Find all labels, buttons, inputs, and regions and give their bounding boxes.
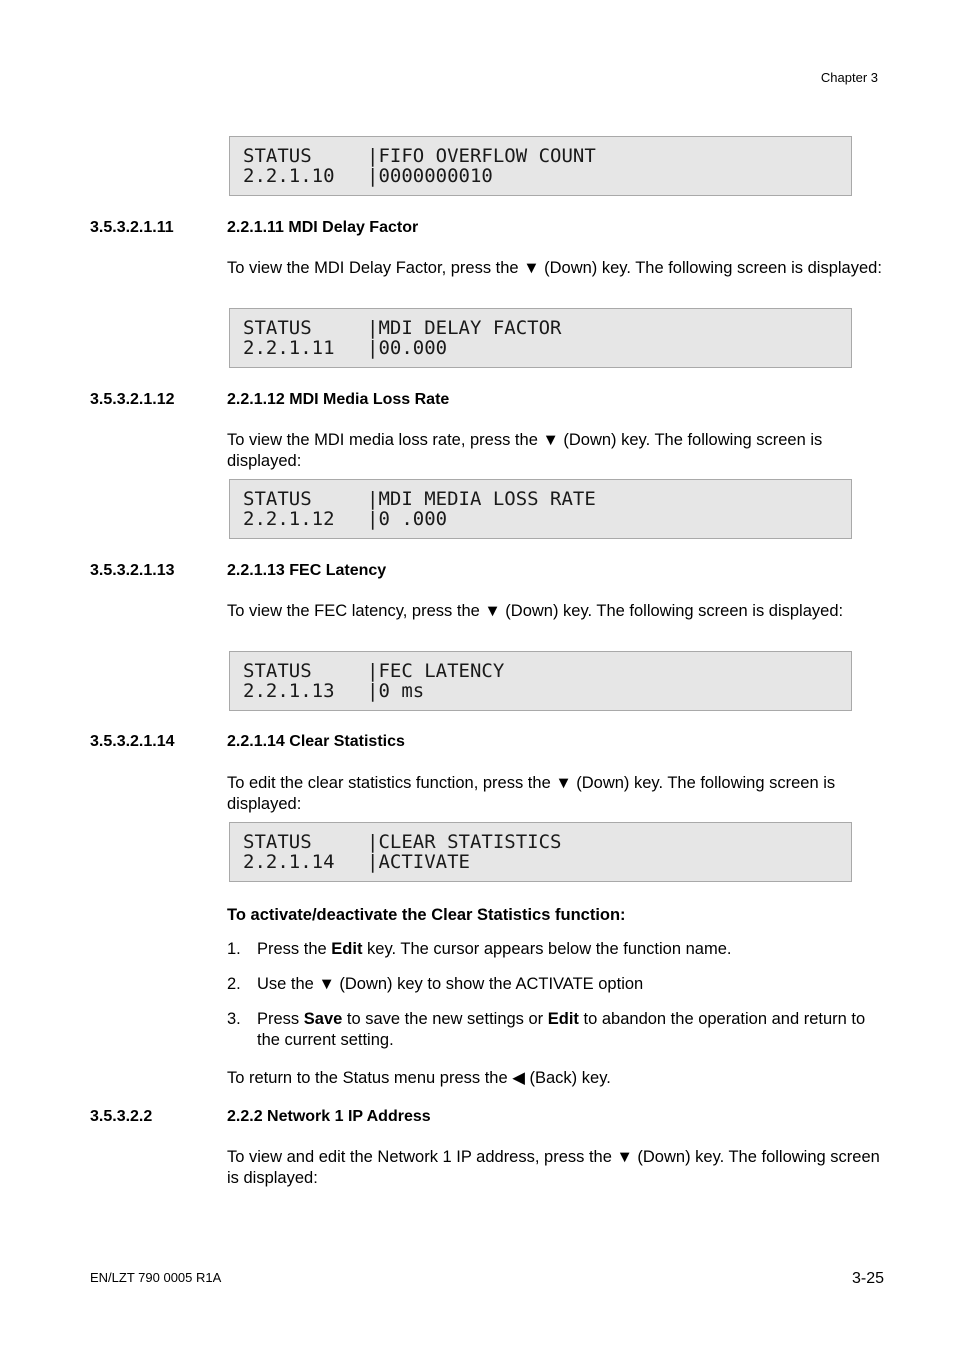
lcd-line2-right: |00.000 bbox=[367, 337, 448, 359]
lcd-line1-left: STATUS bbox=[243, 145, 312, 167]
section-text: To edit the clear statistics function, press the ▼ (Down) key. The following screen is displayed: bbox=[227, 774, 836, 813]
lcd-line2-left: 2.2.1.13 bbox=[243, 680, 335, 702]
section-number: 3.5.3.2.1.12 bbox=[90, 391, 175, 408]
key-name: Save bbox=[303, 1010, 343, 1028]
lcd-line2-left: 2.2.1.12 bbox=[243, 508, 335, 530]
lcd-line2-left: 2.2.1.14 bbox=[243, 851, 335, 873]
lcd-screen-mdi-delay bbox=[229, 308, 852, 368]
section-number: 3.5.3.2.1.11 bbox=[90, 219, 174, 236]
step-text: to abandon the operation and return to the current setting. bbox=[257, 1010, 866, 1049]
section-heading bbox=[90, 219, 418, 237]
lcd-screen-fec-latency bbox=[229, 651, 852, 711]
lcd-line2-left: 2.2.1.10 bbox=[243, 165, 335, 187]
step-text: Press the bbox=[257, 940, 332, 958]
step-text: Use the ▼ (Down) key to show the ACTIVATE option bbox=[257, 975, 644, 993]
section-text: To view the FEC latency, press the ▼ (Down) key. The following screen is displayed: bbox=[227, 602, 844, 620]
step-number: 1. bbox=[227, 940, 241, 958]
key-name: Edit bbox=[547, 1010, 579, 1028]
section-title: 2.2.1.13 FEC Latency bbox=[227, 562, 387, 579]
lcd-line1-left: STATUS bbox=[243, 317, 312, 339]
step-number: 2. bbox=[227, 975, 241, 993]
section-text: To view and edit the Network 1 IP address, press the ▼ (Down) key. The following screen is displayed: bbox=[227, 1148, 880, 1187]
lcd-line1-right: |FIFO OVERFLOW COUNT bbox=[367, 145, 596, 167]
lcd-screen-mdi-loss bbox=[229, 479, 852, 539]
lcd-line2-right: |ACTIVATE bbox=[367, 851, 470, 873]
section-heading bbox=[90, 562, 386, 580]
lcd-screen-clear-stats bbox=[229, 822, 852, 882]
section-title: 2.2.1.14 Clear Statistics bbox=[227, 733, 405, 750]
section-heading bbox=[90, 1108, 431, 1126]
step-text: key. The cursor appears below the function name. bbox=[362, 940, 732, 958]
lcd-line1-left: STATUS bbox=[243, 488, 312, 510]
section-heading bbox=[90, 391, 449, 409]
step-text: to save the new settings or bbox=[342, 1010, 548, 1028]
section-number: 3.5.3.2.1.14 bbox=[90, 733, 175, 750]
lcd-screen-fifo-overflow bbox=[229, 136, 852, 196]
lcd-line1-right: |MDI DELAY FACTOR bbox=[367, 317, 562, 339]
lcd-line1-left: STATUS bbox=[243, 660, 312, 682]
procedure-heading: To activate/deactivate the Clear Statistics function: bbox=[227, 906, 626, 924]
section-text: To view the MDI media loss rate, press the ▼ (Down) key. The following screen is displayed: bbox=[227, 431, 823, 470]
lcd-line1-right: |MDI MEDIA LOSS RATE bbox=[367, 488, 596, 510]
key-name: Edit bbox=[331, 940, 363, 958]
section-number: 3.5.3.2.1.13 bbox=[90, 562, 175, 579]
page-number: 3-25 bbox=[851, 1270, 884, 1287]
procedure-step bbox=[227, 1009, 867, 1051]
section-heading bbox=[90, 733, 405, 751]
document-id: EN/LZT 790 0005 R1A bbox=[90, 1270, 222, 1285]
section-text: To view the MDI Delay Factor, press the ▼ (Down) key. The following screen is displayed: bbox=[227, 259, 882, 277]
section-title: 2.2.1.12 MDI Media Loss Rate bbox=[227, 391, 450, 408]
lcd-line2-right: |0000000010 bbox=[367, 165, 493, 187]
lcd-line1-left: STATUS bbox=[243, 831, 312, 853]
lcd-line1-right: |CLEAR STATISTICS bbox=[367, 831, 562, 853]
step-number: 3. bbox=[227, 1010, 241, 1028]
section-title: 2.2.1.11 MDI Delay Factor bbox=[227, 219, 419, 236]
section-number: 3.5.3.2.2 bbox=[90, 1108, 153, 1125]
procedure-step bbox=[227, 974, 867, 995]
procedure-step bbox=[227, 939, 867, 960]
chapter-label: Chapter 3 bbox=[820, 70, 878, 85]
step-text: Press bbox=[257, 1010, 304, 1028]
lcd-line2-right: |0 ms bbox=[367, 680, 425, 702]
lcd-line2-right: |0 .000 bbox=[367, 508, 448, 530]
section-title: 2.2.2 Network 1 IP Address bbox=[227, 1108, 431, 1125]
lcd-line2-left: 2.2.1.11 bbox=[243, 337, 335, 359]
return-instruction: To return to the Status menu press the ◀ (Back) key. bbox=[227, 1069, 611, 1087]
lcd-line1-right: |FEC LATENCY bbox=[367, 660, 505, 682]
